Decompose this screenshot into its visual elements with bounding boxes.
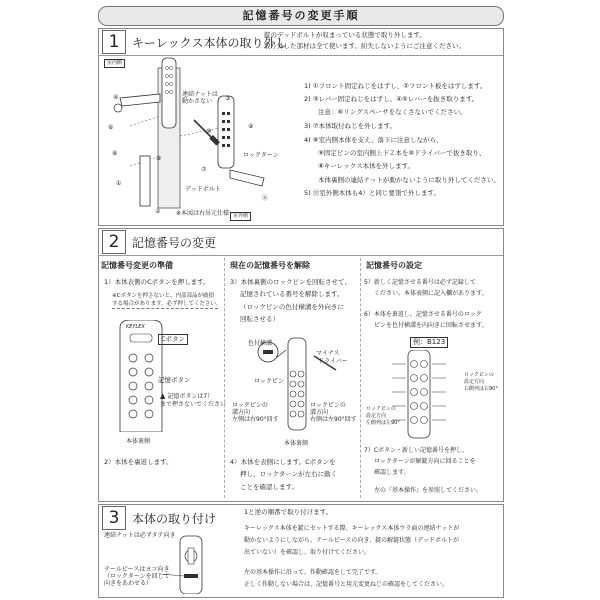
column-divider (360, 258, 361, 498)
step-text: 本体裏側の連結ナットが動かないように取り外してください。 (318, 176, 500, 184)
caution-box (160, 392, 227, 409)
setting-note-right (464, 372, 498, 393)
tailpiece-line: テールピースはヨコ向き (104, 566, 170, 573)
install-paragraph: 左の基本操作に沿って、作動確認をして完了です。 (244, 569, 382, 576)
callout-number: ⑨ (156, 155, 162, 162)
direction-note-left (232, 402, 279, 423)
install-paragraph: キーレックス本体を錠にセットする際、キーレックス本体ウラ面の連結ナットが (244, 525, 460, 532)
warning-icon: ▲ (160, 392, 166, 400)
direction-note-right (310, 402, 357, 423)
callout-number: ① (116, 180, 122, 187)
callout-number: ⑧ (112, 150, 118, 157)
tailpiece-line: 向きをあわせる） (104, 580, 153, 587)
example-code: 例：B123 (410, 337, 448, 348)
minus-label: マイナス (316, 350, 340, 357)
indoor-label: 室内側 (104, 59, 125, 68)
warning-note (112, 292, 222, 309)
back-side-label: 本体裏側 (126, 438, 151, 445)
direction-line: ロックピンの (232, 402, 268, 409)
callout-number: ② (155, 208, 161, 215)
step-text: 注意：⑥リングスペーサをなくさないでください。 (318, 108, 467, 116)
step-text: 2）本体を裏返します。 (104, 458, 173, 466)
direction-line: 溝方向 (310, 409, 329, 416)
step-text: 3）本体裏側のロックピンを回転させて、 (230, 278, 351, 286)
section-header (99, 505, 229, 531)
direction-line: ロックピンの (310, 402, 346, 409)
setting-line: ロックピンの (464, 372, 494, 378)
section-title: キーレックス本体の取り外し (132, 35, 288, 50)
figure-note: ※本図は右吊元仕様 (176, 210, 230, 217)
caution-line (160, 392, 218, 401)
section-title: 本体の取り付け (132, 511, 217, 526)
step-text: 7）Cボタン・新しい記憶番号を押し、 (364, 447, 469, 454)
direction-line: 左側は右90°回す (232, 416, 279, 423)
step-text: ロックターンが解錠方向に回ることを (374, 458, 476, 465)
nut-orientation-label: 連結ナットは必ずタテ向き (104, 532, 176, 539)
lockpin-label: ロックピン (254, 378, 284, 385)
install-paragraph: 出ていない）を確認し、取り付けてください。 (244, 549, 371, 556)
memory-button-label: 記憶ボタン (158, 376, 191, 384)
color-groove-label: 色付横溝 (248, 340, 273, 347)
section-number: 1 (102, 30, 126, 54)
intro-line: 取り外した部材は全て使います。紛失しないようにご注意ください。 (264, 42, 465, 50)
step-text: （ロックピンの色付横溝を外向きに (240, 303, 344, 311)
callout-number: ④ (113, 94, 119, 101)
step-text: 確認します。 (374, 469, 410, 476)
step-text: ください。本体表側に記入欄があります。 (374, 290, 488, 297)
step-text: ⑨固定ピンの室内側上下２本を⑩ドライバーで抜き取り、 (318, 149, 486, 157)
page-title: 記憶番号の変更手順 (98, 6, 504, 26)
brand-logo: KEYLEX (126, 324, 145, 330)
outdoor-label: 室外側 (230, 212, 251, 221)
step-text: 1) ①フロント固定ねじをはずし、②フロント板をはずします。 (304, 82, 487, 90)
column-heading: 記憶番号変更の準備 (101, 261, 173, 270)
nut-label: 連結ナットは動かさない (182, 91, 218, 105)
section-title: 記憶番号の変更 (132, 235, 217, 250)
callout-number: ⑨ (248, 123, 254, 130)
caution-text: 記憶ボタンは7） (167, 393, 214, 400)
direction-line: 右側は左90°回す (310, 416, 357, 423)
column-heading: 記憶番号の設定 (366, 261, 422, 270)
callout-number: ③ (225, 95, 231, 102)
step-text: 5）新しく記憶させる番号は必ず記録して (364, 279, 476, 286)
callout-number: ⑪ (262, 195, 269, 202)
setting-line: ロックピンの (366, 406, 396, 412)
tailpiece-line: （ロックターンを回して (104, 573, 170, 580)
setting-note-left (366, 406, 400, 427)
step-text: 4）本体を表側にします。Cボタンを (230, 458, 336, 466)
section-header (99, 229, 503, 256)
direction-line: 溝方向 (232, 409, 251, 416)
step-text: 5) ⑪室外側本体も4）と同じ要領で外します。 (304, 189, 440, 197)
deadbolt-label: デッドボルト (185, 186, 221, 193)
caution-line: まで押さないでください (160, 401, 227, 408)
step-text: 回転させる） (240, 315, 279, 323)
setting-line: 左側列は左90° (366, 420, 400, 426)
step-text: 1）本体表側のCボタンを押します。 (104, 278, 210, 286)
section-number: 3 (102, 506, 126, 530)
back-side-label: 本体裏側 (284, 440, 309, 447)
step-text: 3) ⑦本体取付ねじを外します。 (304, 122, 397, 130)
step-text: 2) ③レバー固定ねじをはずし、④⑤レバーを抜き取ります。 (304, 95, 479, 103)
reference-note: 左の『基本操作』を参照してください。 (374, 487, 483, 494)
setting-line: 設定方向 (366, 413, 387, 419)
callout-number: ⑩ (206, 128, 212, 135)
step-text: ピンを色付横溝を内向きに回転させます。 (374, 322, 488, 329)
driver-label: ドライバー (318, 358, 348, 365)
column-divider (224, 258, 225, 498)
step-text: ことを確認します。 (240, 483, 298, 491)
install-paragraph: 正しく作動しない場合は、記憶番号と用元変更ねじの確認をしてください。 (244, 581, 449, 588)
tailpiece-note (104, 566, 170, 587)
rotern-label: ロックターン (243, 152, 279, 159)
step-text: 記憶されている番号を解除します。 (240, 290, 344, 298)
step-text: 4) ⑧室内側本体を支え、落下に注意しながら、 (304, 136, 443, 144)
column-heading: 現在の記憶番号を解除 (230, 261, 310, 270)
warning-line: ※Cボタンを押さないと、内部部品が破損 (112, 293, 214, 299)
step-text: 押し、ロックターンが左右に動く (240, 470, 338, 478)
step-text: 6）本体を裏返し、記憶させる番号のロック (364, 311, 482, 318)
setting-line: 右側列は右90° (464, 386, 498, 392)
callout-number: ⑦ (201, 166, 207, 173)
lock-exploded-illustration (100, 56, 270, 222)
step-text: ⑧キーレックス本体を外します。 (318, 162, 415, 170)
install-paragraph: 動かないようにしながら、テールピースの向き、錠の解錠状態（デッドボルトが (244, 537, 459, 544)
install-line: 1と逆の順番で取り付けます。 (244, 508, 333, 516)
section-number: 2 (102, 230, 126, 254)
intro-line: 錠のデッドボルトが収まっている状態で取り外します。 (264, 31, 426, 39)
c-button-label: Cボタン (158, 334, 188, 345)
callout-number: ⑥ (108, 124, 114, 131)
warning-line: する場合があります。必ず押してください。 (112, 301, 222, 307)
setting-line: 設定方向 (464, 379, 485, 385)
